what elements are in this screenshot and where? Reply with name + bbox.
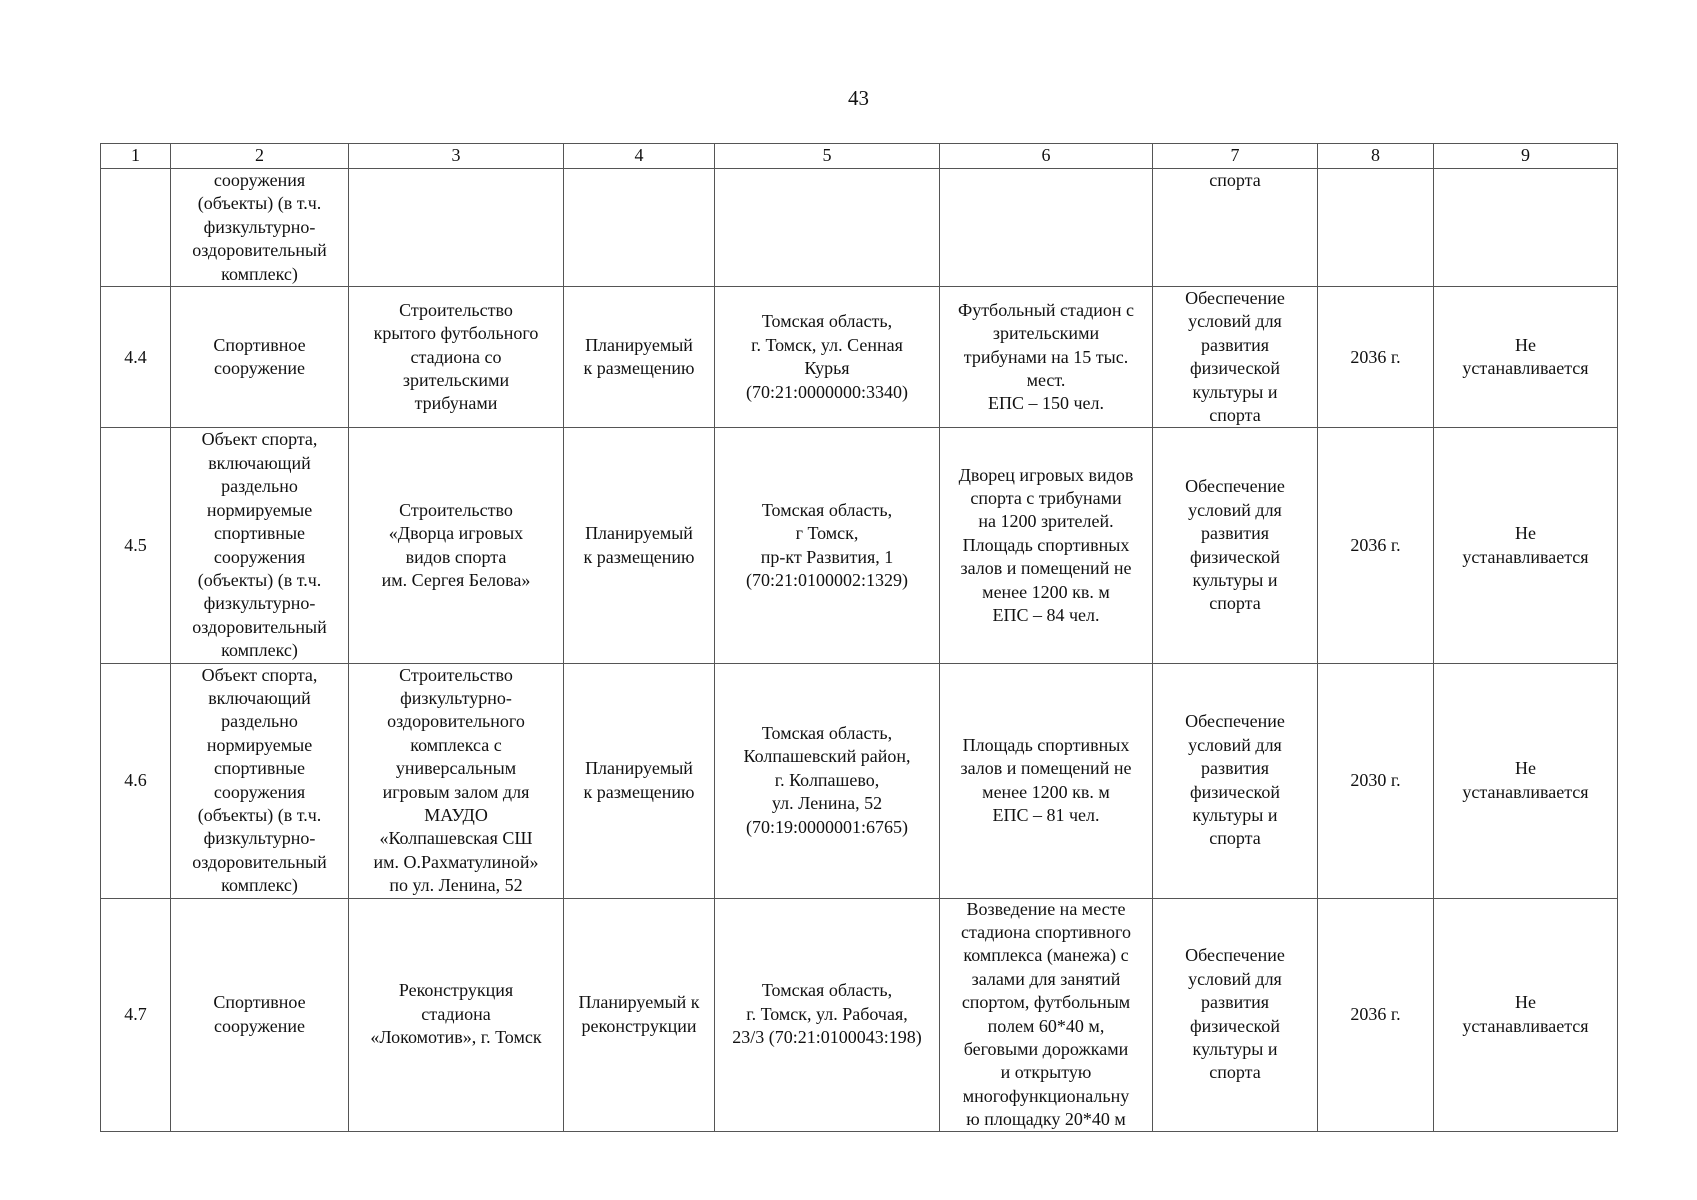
year-cell: 2036 г.: [1318, 428, 1434, 663]
zone-cell: [1434, 169, 1618, 287]
characteristics-cell: Дворец игровых видов спорта с трибунами на 1200 зрителей. Площадь спортивных залов и помещений не менее 1200 кв. м ЕПС – 84 чел.: [940, 428, 1153, 663]
status-cell: [564, 169, 715, 287]
status-cell: Планируемый к размещению: [564, 287, 715, 428]
zone-cell: Не устанавливается: [1434, 287, 1618, 428]
column-number: 5: [715, 144, 940, 169]
column-number: 4: [564, 144, 715, 169]
column-number: 2: [171, 144, 349, 169]
object-type-cell: сооружения (объекты) (в т.ч. физкультурно- оздоровительный комплекс): [171, 169, 349, 287]
status-cell: Планируемый к реконструкции: [564, 898, 715, 1131]
location-cell: [715, 169, 940, 287]
year-cell: 2030 г.: [1318, 663, 1434, 898]
page-number: 43: [848, 86, 869, 110]
object-name-cell: [349, 169, 564, 287]
zone-cell: Не устанавливается: [1434, 428, 1618, 663]
planned-objects-table: [100, 143, 1618, 1132]
table-row: [101, 898, 1618, 1131]
row-number-cell: 4.4: [101, 287, 171, 428]
object-type-cell: Объект спорта, включающий раздельно нормируемые спортивные сооружения (объекты) (в т.ч. физкультурно- оздоровительный комплекс): [171, 663, 349, 898]
status-cell: Планируемый к размещению: [564, 428, 715, 663]
purpose-cell: Обеспечение условий для развития физической культуры и спорта: [1153, 663, 1318, 898]
column-number: 9: [1434, 144, 1618, 169]
column-number: 8: [1318, 144, 1434, 169]
location-cell: Томская область, г. Томск, ул. Рабочая, 23/3 (70:21:0100043:198): [715, 898, 940, 1131]
year-cell: 2036 г.: [1318, 287, 1434, 428]
object-name-cell: Строительство «Дворца игровых видов спорта им. Сергея Белова»: [349, 428, 564, 663]
zone-cell: Не устанавливается: [1434, 898, 1618, 1131]
table-row: [101, 169, 1618, 287]
characteristics-cell: [940, 898, 1153, 1131]
object-name-cell: Строительство крытого футбольного стадиона со зрительскими трибунами: [349, 287, 564, 428]
column-number: 3: [349, 144, 564, 169]
object-type-cell: Объект спорта, включающий раздельно нормируемые спортивные сооружения (объекты) (в т.ч. физкультурно- оздоровительный комплекс): [171, 428, 349, 663]
object-type-cell: Спортивное сооружение: [171, 898, 349, 1131]
characteristics-cell: [940, 169, 1153, 287]
row-number-cell: [101, 169, 171, 287]
table-row: [101, 663, 1618, 898]
status-cell: Планируемый к размещению: [564, 663, 715, 898]
location-cell: Томская область, г Томск, пр-кт Развития, 1 (70:21:0100002:1329): [715, 428, 940, 663]
location-cell: Томская область, Колпашевский район, г. Колпашево, ул. Ленина, 52 (70:19:0000001:6765): [715, 663, 940, 898]
row-number-cell: 4.6: [101, 663, 171, 898]
column-number: 1: [101, 144, 171, 169]
table-row: [101, 287, 1618, 428]
purpose-cell: Обеспечение условий для развития физической культуры и спорта: [1153, 898, 1318, 1131]
year-cell: 2036 г.: [1318, 898, 1434, 1131]
year-cell: [1318, 169, 1434, 287]
characteristics-text: Возведение на месте стадиона спортивного комплекса (манежа) с залами для занятий спортом, футбольным полем 60*40 м, беговыми дорожками и открытую многофункциональну ю площадку 20*40 м: [961, 899, 1131, 1130]
column-number-row: [101, 144, 1618, 169]
characteristics-cell: Площадь спортивных залов и помещений не менее 1200 кв. м ЕПС – 81 чел.: [940, 663, 1153, 898]
row-number-cell: 4.7: [101, 898, 171, 1131]
purpose-cell: Обеспечение условий для развития физической культуры и спорта: [1153, 428, 1318, 663]
object-type-cell: Спортивное сооружение: [171, 287, 349, 428]
column-number: 7: [1153, 144, 1318, 169]
object-name-cell: Реконструкция стадиона «Локомотив», г. Томск: [349, 898, 564, 1131]
column-number: 6: [940, 144, 1153, 169]
characteristics-cell: Футбольный стадион с зрительскими трибунами на 15 тыс. мест. ЕПС – 150 чел.: [940, 287, 1153, 428]
location-cell: Томская область, г. Томск, ул. Сенная Курья (70:21:0000000:3340): [715, 287, 940, 428]
row-number-cell: 4.5: [101, 428, 171, 663]
purpose-cell: спорта: [1153, 169, 1318, 287]
object-name-cell: Строительство физкультурно- оздоровительного комплекса с универсальным игровым залом для МАУДО «Колпашевская СШ им. О.Рахматулиной» по ул. Ленина, 52: [349, 663, 564, 898]
purpose-cell: Обеспечение условий для развития физической культуры и спорта: [1153, 287, 1318, 428]
zone-cell: Не устанавливается: [1434, 663, 1618, 898]
table-row: [101, 428, 1618, 663]
